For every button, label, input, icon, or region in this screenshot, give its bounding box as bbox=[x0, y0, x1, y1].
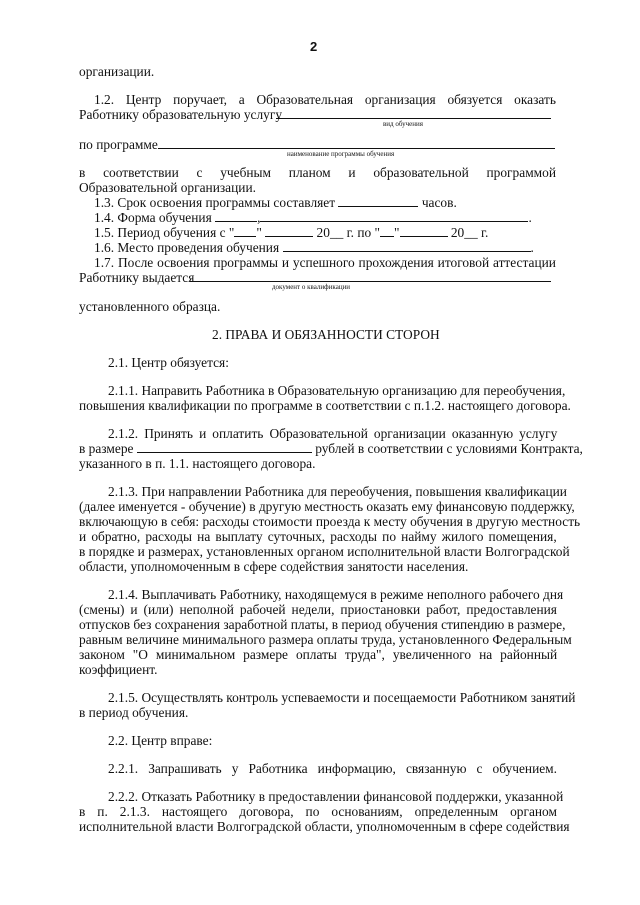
program-label: по программе bbox=[79, 137, 158, 152]
clause-1-2-line-1: 1.2. Центр поручает, а Образовательная организация обязуется оказать bbox=[94, 92, 556, 107]
clause-2-1-1-line-2: повышения квалификации по программе в соответствии с п.1.2. настоящего договора. bbox=[79, 398, 571, 413]
clause-1-7-line-1: 1.7. После освоения программы и успешного прохождения итоговой аттестации bbox=[94, 255, 556, 270]
training-place-blank[interactable] bbox=[283, 240, 531, 252]
program-name-blank[interactable] bbox=[158, 148, 555, 149]
study-form-blank-2[interactable] bbox=[260, 210, 528, 222]
clause-2-1-3-line-5: в порядке и размерах, установленных органом исполнительной власти Волгоградской bbox=[79, 544, 570, 559]
amount-blank[interactable] bbox=[137, 441, 312, 453]
clause-1-3: 1.3. Срок освоения программы составляет часов. bbox=[94, 195, 457, 210]
section-2-title: 2. ПРАВА И ОБЯЗАННОСТИ СТОРОН bbox=[212, 327, 440, 342]
clause-2-1-1-line-1: 2.1.1. Направить Работника в Образовательную организацию для переобучения, bbox=[108, 383, 566, 398]
clause-1-2-line-4: в соответствии с учебным планом и образовательной программой bbox=[79, 165, 556, 180]
clause-2-1-2-line-1: 2.1.2. Принять и оплатить Образовательной организации оказанную услугу bbox=[108, 426, 558, 441]
clause-2-1-4-line-4: равным величине минимального размера оплаты труда, установленного Федеральным bbox=[79, 632, 572, 647]
study-form-blank-1[interactable] bbox=[215, 210, 257, 222]
clause-2-1-4-line-6: коэффициент. bbox=[79, 662, 158, 677]
clause-2-2-1: 2.2.1. Запрашивать у Работника информацию, связанную с обучением. bbox=[108, 761, 557, 776]
end-day-blank[interactable] bbox=[380, 225, 394, 237]
clause-2-1-5-line-1: 2.1.5. Осуществлять контроль успеваемости и посещаемости Работником занятий bbox=[108, 690, 576, 705]
qualification-doc-caption: документ о квалификации bbox=[272, 283, 351, 291]
clause-2-1-5-line-2: в период обучения. bbox=[79, 705, 189, 720]
qualification-doc-blank[interactable] bbox=[190, 281, 551, 282]
page-number: 2 bbox=[310, 39, 318, 54]
clause-1-7-line-3: установленного образца. bbox=[79, 299, 221, 314]
clause-1-7-line-2: Работнику выдается bbox=[79, 270, 195, 285]
clause-2-2-2-line-3: исполнительной власти Волгоградской области, уполномоченным в сфере содействия bbox=[79, 819, 570, 834]
clause-1-2-line-5: Образовательной организации. bbox=[79, 180, 256, 195]
end-month-blank[interactable] bbox=[400, 225, 448, 237]
clause-2-1-2-line-3: указанного в п. 1.1. настоящего договора. bbox=[79, 456, 316, 471]
clause-2-1-3-line-6: области, уполномоченным в сфере содействия занятости населения. bbox=[79, 559, 469, 574]
clause-2-1-2-line-2: в размере рублей в соответствии с условиями Контракта, bbox=[79, 441, 583, 456]
program-name-caption: наименование программы обучения bbox=[287, 150, 395, 158]
start-month-blank[interactable] bbox=[265, 225, 313, 237]
clause-1-2-line-2: Работнику образовательную услугу bbox=[79, 107, 283, 122]
hours-blank[interactable] bbox=[338, 195, 418, 207]
clause-2-1-4-line-2: (смены) и (или) неполной рабочей недели, приостановки работ, предоставления bbox=[79, 602, 557, 617]
continuation-line: организации. bbox=[79, 64, 155, 79]
clause-2-1-4-line-3: отпусков без сохранения заработной платы, в период обучения стипендию в размере, bbox=[79, 617, 566, 632]
clause-2-2-2-line-1: 2.2.2. Отказать Работнику в предоставлении финансовой поддержки, указанной bbox=[108, 789, 564, 804]
training-type-blank[interactable] bbox=[276, 118, 551, 119]
clause-2-1-3-line-3: включающую в себя: расходы стоимости проезда к месту обучения в другую местность bbox=[79, 514, 581, 529]
clause-2-1-4-line-1: 2.1.4. Выплачивать Работнику, находящемуся в режиме неполного рабочего дня bbox=[108, 587, 564, 602]
training-type-caption: вид обучения bbox=[383, 120, 423, 128]
clause-2-1-3-line-4: и обратно, расходы на выплату суточных, расходы по найму жилого помещения, bbox=[79, 529, 557, 544]
clause-1-4: 1.4. Форма обучения , . bbox=[94, 210, 532, 225]
clause-2-1-3-line-2: (далее именуется - обучение) в другую местность оказать ему финансовую поддержку, bbox=[79, 499, 575, 514]
clause-2-2-2-line-2: в п. 2.1.3. настоящего договора, по основаниям, определенным органом bbox=[79, 804, 557, 819]
clause-2-1: 2.1. Центр обязуется: bbox=[108, 355, 229, 370]
clause-2-1-4-line-5: законом "О минимальном размере оплаты труда", увеличенного на районный bbox=[79, 647, 558, 662]
clause-2-1-3-line-1: 2.1.3. При направлении Работника для переобучения, повышения квалификации bbox=[108, 484, 567, 499]
start-day-blank[interactable] bbox=[234, 225, 256, 237]
clause-2-2: 2.2. Центр вправе: bbox=[108, 733, 213, 748]
clause-1-5: 1.5. Период обучения с " " 20__ г. по " " 20__ г. bbox=[94, 225, 489, 240]
clause-1-6: 1.6. Место проведения обучения . bbox=[94, 240, 534, 255]
